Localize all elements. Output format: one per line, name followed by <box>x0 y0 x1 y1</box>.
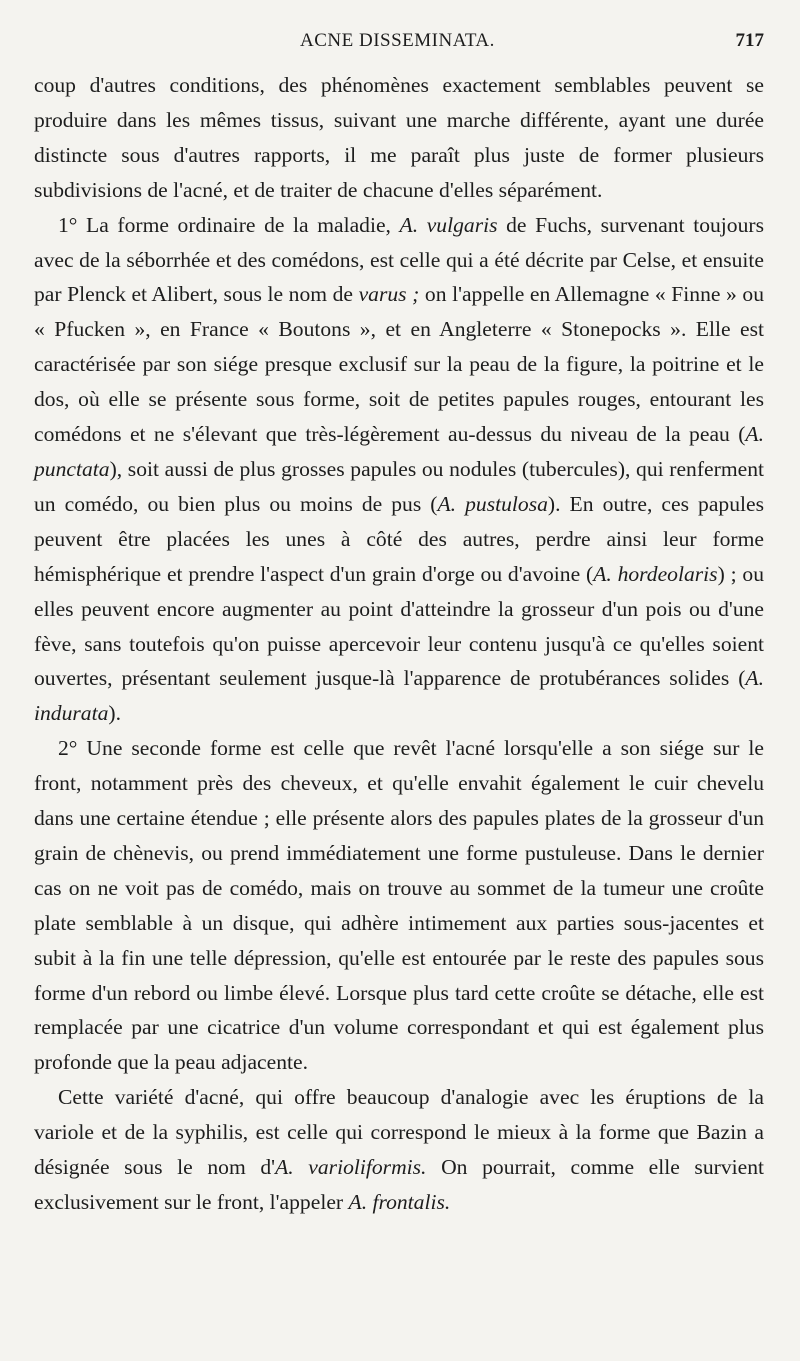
paragraph <box>34 208 764 732</box>
text-run: 2° Une seconde forme est celle que revêt l'acné lorsqu'elle a son siége sur le front, notamment près des cheveux, et qu'elle envahit également le cuir chevelu dans une certaine étendue ; elle présente alors des papules plates de la grosseur d'un grain de chènevis, ou prend immédiatement une forme pustuleuse. Dans le dernier cas on ne voit pas de comédo, mais on trouve au sommet de la tumeur une croûte plate semblable à un disque, qui adhère intimement aux parties sous-jacentes et subit à la fin une telle dépression, qu'elle est entourée par le reste des papules sous forme d'un rebord ou limbe élevé. Lorsque plus tard cette croûte se détache, elle est remplacée par une cicatrice d'un volume correspondant et qui est également plus profonde que la peau adjacente. <box>34 736 764 1075</box>
page-header <box>0 30 800 58</box>
italic-term: A. punctata <box>34 422 764 481</box>
text-run: 1° La forme ordinaire de la maladie, <box>58 212 400 237</box>
text-run: de Fuchs, survenant toujours avec de la séborrhée et des comédons, est celle qui a été décrite par Celse, et ensuite par Plenck et Alibert, sous le nom de <box>34 212 764 307</box>
italic-term: varus ; <box>358 282 420 307</box>
running-title: ACNE DISSEMINATA. <box>300 30 495 51</box>
paragraph <box>34 731 764 1080</box>
text-run: on l'appelle en Allemagne « Finne » ou « Pfucken », en France « Boutons », et en Angleterre « Stonepocks ». Elle est caractérisée par son siége presque exclusif sur la peau de la figure, la poitrine et le dos, où elle se présente sous forme, soit de petites papules rouges, entourant les comédons et ne s'élevant que très-légèrement au-dessus du niveau de la peau ( <box>34 282 764 447</box>
text-run: ) ; ou elles peuvent encore augmenter au point d'atteindre la grosseur d'un pois ou d'une fève, sans toutefois qu'on puisse apercevoir leur contenu jusqu'à ce qu'elles soient ouvertes, présentant seulement jusque-là l'apparence de protubérances solides ( <box>34 561 764 691</box>
italic-term: A. vulgaris <box>399 212 498 237</box>
paragraph <box>34 1080 764 1220</box>
text-run: ), soit aussi de plus grosses papules ou nodules (tubercules), qui renferment un comédo, ou bien plus ou moins de pus ( <box>34 456 764 516</box>
italic-term: A. indurata <box>34 666 764 726</box>
text-run: Cette variété d'acné, qui offre beaucoup d'analogie avec les éruptions de la variole et de la syphilis, est celle qui correspond le mieux à la forme que Bazin a désignée sous le nom d' <box>34 1085 764 1180</box>
italic-term: A. pustulosa <box>437 491 548 516</box>
text-run: ). En outre, ces papules peuvent être placées les unes à côté des autres, perdre ainsi leur forme hémisphérique et prendre l'aspect d'un grain d'orge ou d'avoine ( <box>34 491 764 586</box>
italic-term: A. frontalis. <box>348 1190 451 1214</box>
italic-term: A. varioliformis. <box>275 1155 427 1180</box>
italic-term: A. hordeolaris <box>593 561 718 586</box>
text-run: coup d'autres conditions, des phénomènes exactement semblables peuvent se produire dans les mêmes tissus, suivant une marche différente, ayant une durée distincte sous d'autres rapports, il me paraît plus juste de former plusieurs subdivisions de l'acné, et de traiter de chacune d'elles séparément. <box>34 73 764 202</box>
page-number: 717 <box>735 30 764 51</box>
paragraph <box>34 68 764 208</box>
body-text <box>34 68 764 1220</box>
text-run: ). <box>108 701 121 726</box>
text-run: On pourrait, comme elle survient exclusivement sur le front, l'appeler <box>34 1155 764 1214</box>
